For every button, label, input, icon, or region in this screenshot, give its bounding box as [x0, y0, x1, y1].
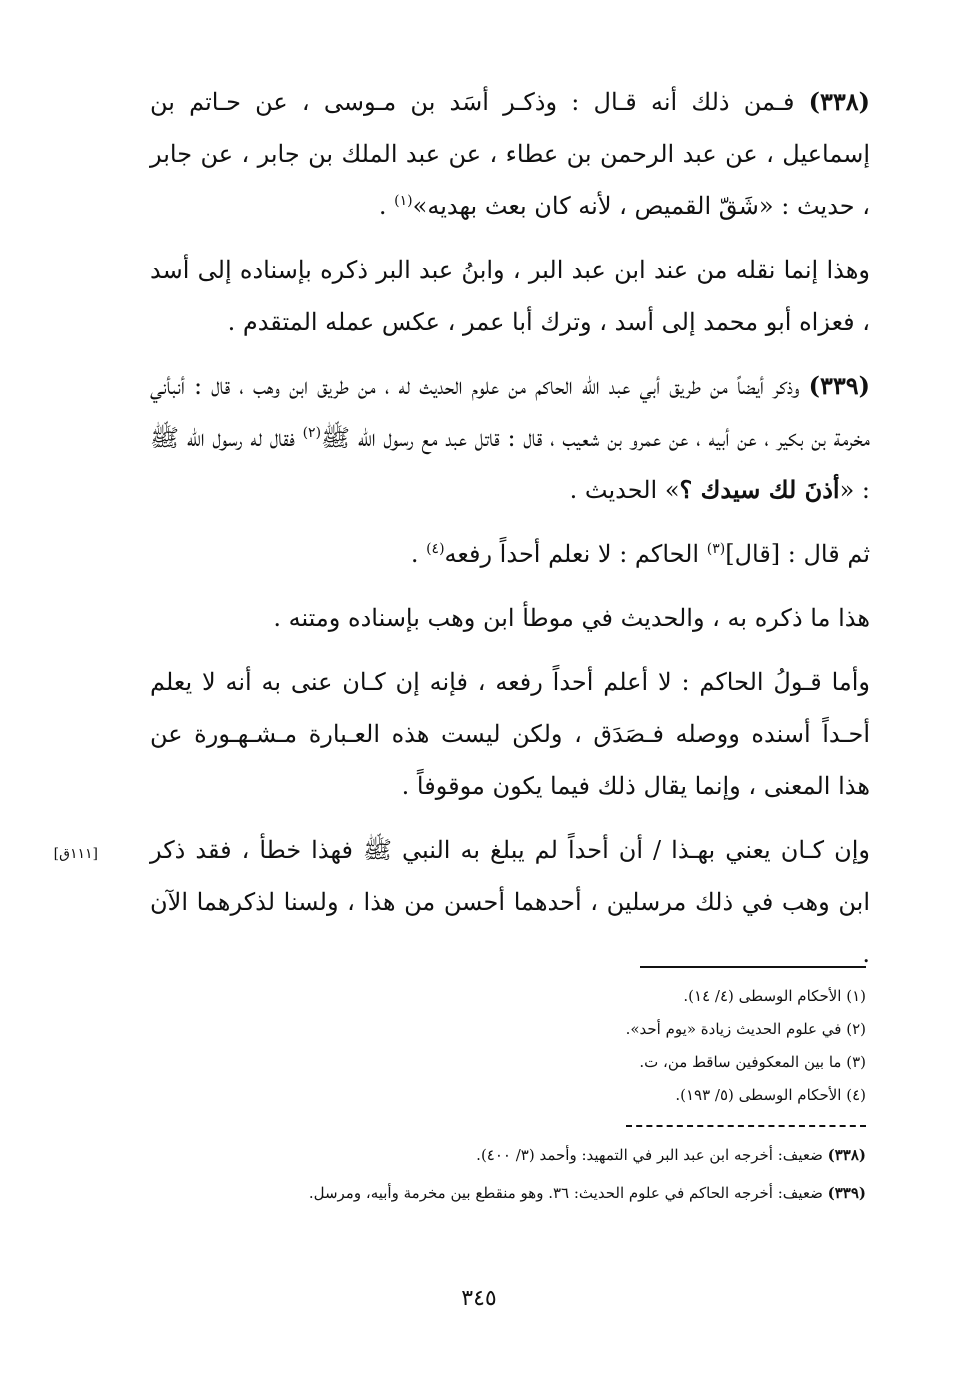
takhrij-text: ضعيف: أخرجه الحاكم في علوم الحديث: ٣٦. وهو منقطع بين مخرمة وأبيه، ومرسل. — [308, 1184, 823, 1202]
takhrij-number: (٣٣٩) — [827, 1184, 866, 1202]
footnote-number: (٤) — [846, 1086, 866, 1104]
footnote-text: الأحكام الوسطى (٤/ ١٤). — [683, 987, 842, 1005]
footnote-number: (٢) — [846, 1020, 866, 1038]
footnote-number: (٣) — [846, 1053, 866, 1071]
paragraph-text: ثم قال : [قال] — [725, 540, 870, 568]
manuscript-folio-marker: [١١١ق] — [53, 846, 98, 862]
footnote-item — [200, 980, 866, 1013]
entry-number: (٣٣٨) — [808, 87, 870, 116]
paragraph-338 — [150, 76, 870, 232]
footnote-ref[interactable]: (١) — [394, 193, 413, 209]
paragraph — [150, 824, 870, 980]
paragraph — [150, 656, 870, 812]
takhrij-item — [120, 1136, 866, 1174]
hadith-grading-notes — [120, 1136, 866, 1212]
takhrij-number: (٣٣٨) — [827, 1146, 866, 1164]
paragraph-tail: » الحديث . — [569, 476, 680, 504]
footnote-ref[interactable]: (٣) — [706, 541, 726, 557]
paragraph — [150, 592, 870, 644]
footnote-item — [200, 1013, 866, 1046]
main-text — [150, 76, 870, 992]
footnote-item — [200, 1079, 866, 1112]
page-number: ٣٤٥ — [461, 1286, 497, 1311]
footnote-ref[interactable]: (٢) — [302, 425, 322, 441]
takhrij-item — [120, 1174, 866, 1212]
paragraph-text: وهذا إنما نقله من عند ابن عبد البر ، وابنُ عبد البر ذكره بإسناده إلى أسد ، فعزاه أبو محمد إلى أسد ، وترك أبا عمر ، عكس عمله المتقدم . — [150, 256, 870, 336]
footnote-text: ما بين المعكوفين ساقط من، ت. — [639, 1053, 842, 1071]
paragraph — [150, 244, 870, 348]
paragraph-text: وإن كـان يعني بهـذا / أن أحداً لم يبلغ به النبي ﷺ فهذا خطأ ، فقد ذكر ابن وهب في ذلك مرسلين ، أحدهما أحسن من هذا ، ولسنا لذكرهما الآن . — [150, 836, 870, 968]
takhrij-divider — [626, 1125, 866, 1127]
paragraph-tail: . — [378, 192, 395, 220]
footnotes — [200, 980, 866, 1112]
takhrij-text: ضعيف: أخرجه ابن عبد البر في التمهيد: وأحمد (٣/ ٤٠٠). — [476, 1146, 823, 1164]
footnote-number: (١) — [846, 987, 866, 1005]
entry-number: (٣٣٩) — [808, 371, 870, 400]
paragraph-text: فـمن ذلك أنه قـال : وذكـر أسَد بن مـوسى ، عن حـاتم بن إسماعيل ، عن عبد الرحمن بن عطاء ، عن عبد الملك بن جابر ، عن جابر ، حديث : «شَقّ القميص ، لأنه كان بعث بهديه» — [150, 88, 870, 220]
paragraph-text: هذا ما ذكره به ، والحديث في موطأ ابن وهب بإسناده ومتنه . — [273, 604, 870, 632]
paragraph-text: وأما قـولُ الحاكم : لا أعلم أحداً رفعه ، فإنه إن كـان عنى به أنه لا يعلم أحـداً أسنده ووصله فـصَدَق ، ولكن ليست هذه العـبارة مـشـهـورة عن هذا المعنى ، وإنما يقال ذلك فيما يكون موقوفاً . — [150, 668, 870, 800]
footnote-divider — [640, 966, 866, 968]
paragraph-339 — [150, 360, 870, 516]
footnote-text: في علوم الحديث زيادة «يوم أحد». — [625, 1020, 842, 1038]
footnote-text: الأحكام الوسطى (٥/ ١٩٣). — [675, 1086, 842, 1104]
hadith-quote: أذنَ لك سيدك ؟ — [679, 475, 840, 504]
footnote-ref[interactable]: (٤) — [426, 541, 445, 557]
footnote-item — [200, 1046, 866, 1079]
paragraph-tail: . — [410, 540, 427, 568]
paragraph-text: الحاكم : لا نعلم أحداً رفعه — [444, 540, 707, 568]
paragraph-text: وذكر أيضاً من طريق أبي عبد الله الحاكم من علوم الحديث له ، من طريق ابن وهب ، قال : أنبأني مخرمة بن بكير ، عن أبيه ، عن عمرو بن شعيب ، قال : قاتل عبد مع رسول الله ﷺ — [150, 372, 871, 452]
paragraph — [150, 528, 870, 580]
paragraph-text: فقال له رسول الله ﷺ : « — [150, 424, 870, 504]
